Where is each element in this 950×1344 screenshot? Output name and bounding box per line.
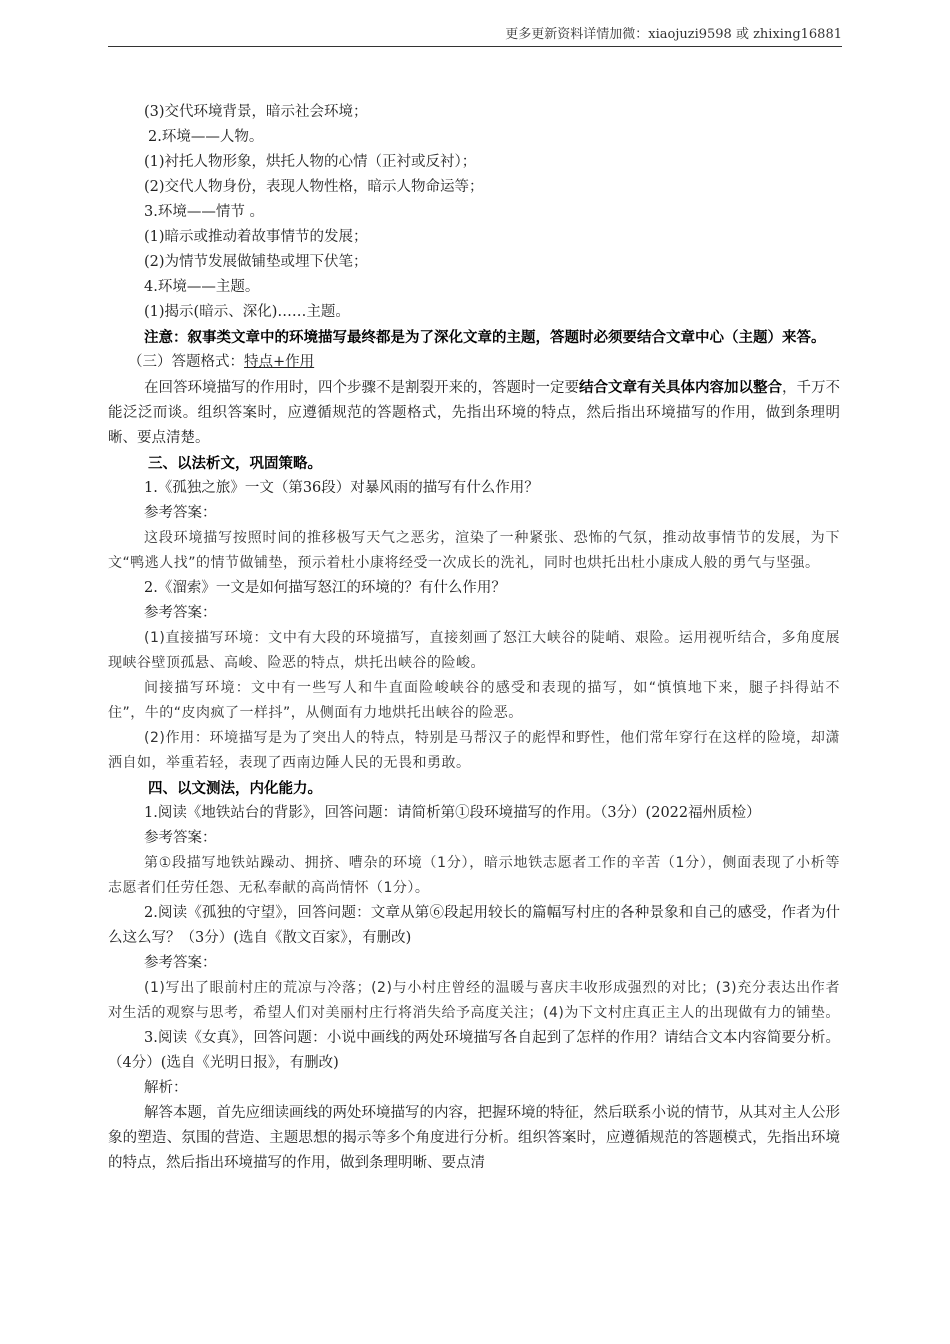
answer: 这段环境描写按照时间的推移极写天气之恶劣，渲染了一种紧张、恐怖的气氛，推动故事情节的发展，为下文“鸭逃人找”的情节做铺垫，预示着杜小康将经受一次成长的洗礼，同时也烘托出杜小康成人般的勇气与坚强。	[108, 530, 840, 571]
answer: (1)写出了眼前村庄的荒凉与冷落；(2)与小村庄曾经的温暖与喜庆丰收形成强烈的对比；(3)充分表达出作者对生活的观察与思考，希望人们对美丽村庄行将消失给予高度关注；(4)为下文村庄真正主人的出现做有力的铺垫。	[108, 980, 840, 1021]
question: 3.阅读《女真》，回答问题：小说中画线的两处环境描写各自起到了怎样的作用？请结合文本内容简要分析。（4分）(选自《光明日报》，有删改)	[108, 1030, 840, 1071]
paragraph	[108, 375, 840, 451]
format-label: （三）答题格式：	[128, 354, 244, 370]
answer-label: 参考答案：	[144, 955, 217, 971]
question: 1.《孤独之旅》一文（第36段）对暴风雨的描写有什么作用？	[144, 480, 539, 496]
list-item: (1)衬托人物形象，烘托人物的心情（正衬或反衬）；	[144, 154, 477, 170]
format-value: 特点+作用	[244, 354, 315, 370]
list-item: (1)暗示或推动着故事情节的发展；	[144, 229, 368, 245]
question: 2.《溜索》一文是如何描写怒江的环境的？有什么作用？	[144, 580, 506, 596]
list-item: (2)交代人物身份，表现人物性格，暗示人物命运等；	[144, 179, 484, 195]
list-item: (1)揭示(暗示、深化)……主题。	[144, 304, 350, 320]
format-line	[108, 350, 840, 375]
analysis-label: 解析：	[144, 1080, 188, 1096]
question: 1.阅读《地铁站台的背影》，回答问题：请简析第①段环境描写的作用。（3分）(2022福州质检）	[144, 805, 761, 821]
answer-label: 参考答案：	[144, 505, 217, 521]
paragraph-emphasis: 结合文章有关具体内容加以整合	[579, 379, 782, 396]
list-item: 2.环境——人物。	[148, 129, 264, 145]
paragraph-text: ，千万不能泛泛而谈。组织答案时，应遵循规范的答题格式，先指出环境的特点，然后指出环境描写的作用，做到条理明晰、要点清楚。	[108, 380, 840, 446]
answer: 第①段描写地铁站躁动、拥挤、嘈杂的环境（1分），暗示地铁志愿者工作的辛苦（1分），侧面表现了小析等志愿者们任劳任怨、无私奉献的高尚情怀（1分）。	[108, 855, 840, 896]
answer: (2)作用：环境描写是为了突出人的特点，特别是马帮汉子的彪悍和野性，他们常年穿行在这样的险境，却潇洒自如，举重若轻，表现了西南边陲人民的无畏和勇敢。	[108, 730, 840, 771]
list-item: (2)为情节发展做铺垫或埋下伏笔；	[144, 254, 368, 270]
answer-label: 参考答案：	[144, 830, 217, 846]
answer: 间接描写环境：文中有一些写人和牛直面险峻峡谷的感受和表现的描写，如“慎慎地下来，腿子抖得站不住”，牛的“皮肉疯了一样抖”，从侧面有力地烘托出峡谷的险恶。	[108, 680, 840, 721]
question: 2.阅读《孤独的守望》，回答问题：文章从第⑥段起用较长的篇幅写村庄的各种景象和自己的感受，作者为什么这么写？（3分）(选自《散文百家》，有删改)	[108, 905, 840, 946]
document-body	[108, 100, 840, 1176]
page-header: 更多更新资料详情加微：xiaojuzi9598 或 zhixing16881	[108, 24, 842, 47]
analysis: 解答本题，首先应细读画线的两处环境描写的内容，把握环境的特征，然后联系小说的情节，从其对主人公形象的塑造、氛围的营造、主题思想的揭示等多个角度进行分析。组织答案时，应遵循规范的答题模式，先指出环境的特点，然后指出环境描写的作用，做到条理明晰、要点清	[108, 1105, 840, 1171]
paragraph-text: 在回答环境描写的作用时，四个步骤不是割裂开来的，答题时一定要	[144, 380, 579, 396]
list-item: 3.环境——情节 。	[144, 204, 264, 220]
answer: (1)直接描写环境：文中有大段的环境描写，直接刻画了怒江大峡谷的陡峭、艰险。运用视听结合，多角度展现峡谷壁顶孤悬、高峻、险恶的特点，烘托出峡谷的险峻。	[108, 630, 840, 671]
section-heading: 四、以文测法，内化能力。	[148, 780, 322, 797]
note-paragraph: 注意：叙事类文章中的环境描写最终都是为了深化文章的主题，答题时必须要结合文章中心（主题）来答。	[144, 329, 826, 346]
list-item: 4.环境——主题。	[144, 279, 260, 295]
list-item: (3)交代环境背景，暗示社会环境；	[144, 104, 368, 120]
answer-label: 参考答案：	[144, 605, 217, 621]
section-heading: 三、以法析文，巩固策略。	[148, 455, 322, 472]
